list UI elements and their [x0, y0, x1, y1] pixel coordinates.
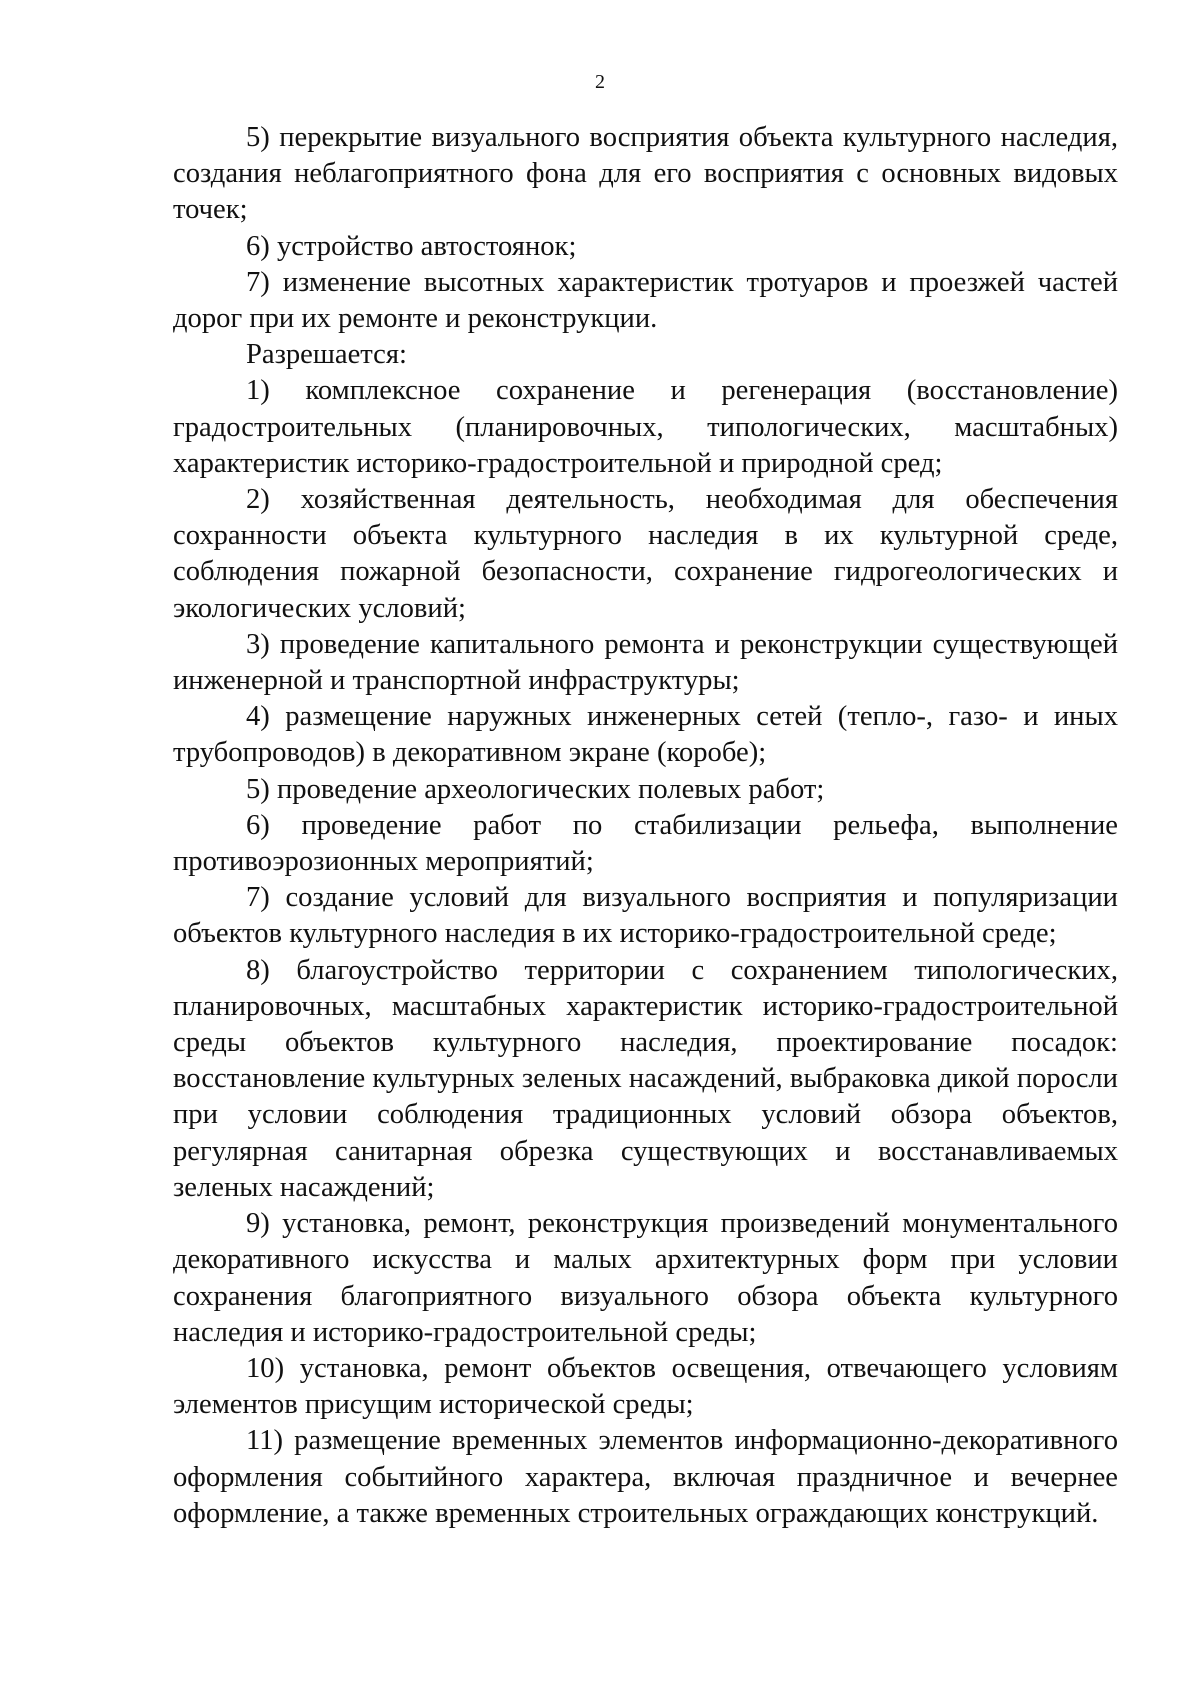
paragraph-permitted-item-2: 2) хозяйственная деятельность, необходимая для обеспечения сохранности объекта культурного наследия в их культурной среде, соблюдения пожарной безопасности, сохранение гидрогеологических и экологических условий; — [173, 484, 1118, 624]
paragraph-permitted-item-3: 3) проведение капитального ремонта и реконструкции существующей инженерной и транспортной инфраструктуры; — [173, 628, 1118, 697]
document-body — [173, 120, 1118, 1532]
paragraph-permitted-item-10: 10) установка, ремонт объектов освещения, отвечающего условиям элементов присущим исторической среды; — [173, 1352, 1118, 1421]
paragraph-prohibited-item-5: 5) перекрытие визуального восприятия объекта культурного наследия, создания неблагоприятного фона для его восприятия с основных видовых точек; — [173, 122, 1118, 226]
paragraph-permitted-item-9: 9) установка, ремонт, реконструкция произведений монументального декоративного искусства и малых архитектурных форм при условии сохранения благоприятного визуального обзора объекта культурного наследия и историко-градостроительной среды; — [173, 1208, 1118, 1348]
paragraph-permitted-item-8: 8) благоустройство территории с сохранением типологических, планировочных, масштабных характеристик историко-градостроительной среды объектов культурного наследия, проектирование посадок: восстановление культурных зеленых насаждений, выбраковка дикой поросли при условии соблюдения традиционных условий обзора объектов, регулярная санитарная обрезка существующих и восстанавливаемых зеленых насаждений; — [173, 954, 1118, 1203]
paragraph-permitted-item-5: 5) проведение археологических полевых работ; — [246, 773, 825, 805]
paragraph-permitted-item-7: 7) создание условий для визуального восприятия и популяризации объектов культурного наследия в их историко-градостроительной среде; — [173, 882, 1118, 950]
page-number: 2 — [595, 71, 605, 93]
paragraph-permitted-item-1: 1) комплексное сохранение и регенерация (восстановление) градостроительных (планировочных, типологических, масштабных) характеристик историко-градостроительной и природной сред; — [173, 375, 1118, 479]
paragraph-permitted-heading: Разрешается: — [246, 339, 407, 371]
paragraph-prohibited-item-7: 7) изменение высотных характеристик тротуаров и проезжей частей дорог при их ремонте и реконструкции. — [173, 266, 1118, 335]
paragraph-prohibited-item-6: 6) устройство автостоянок; — [246, 230, 577, 262]
paragraph-permitted-item-4: 4) размещение наружных инженерных сетей (тепло-, газо- и иных трубопроводов) в декоративном экране (коробе); — [173, 701, 1118, 769]
paragraph-permitted-item-11: 11) размещение временных элементов информационно-декоративного оформления событийного характера, включая праздничное и вечернее оформление, а также временных строительных ограждающих конструкций. — [173, 1425, 1118, 1529]
paragraph-permitted-item-6: 6) проведение работ по стабилизации рельефа, выполнение противоэрозионных мероприятий; — [173, 809, 1118, 878]
